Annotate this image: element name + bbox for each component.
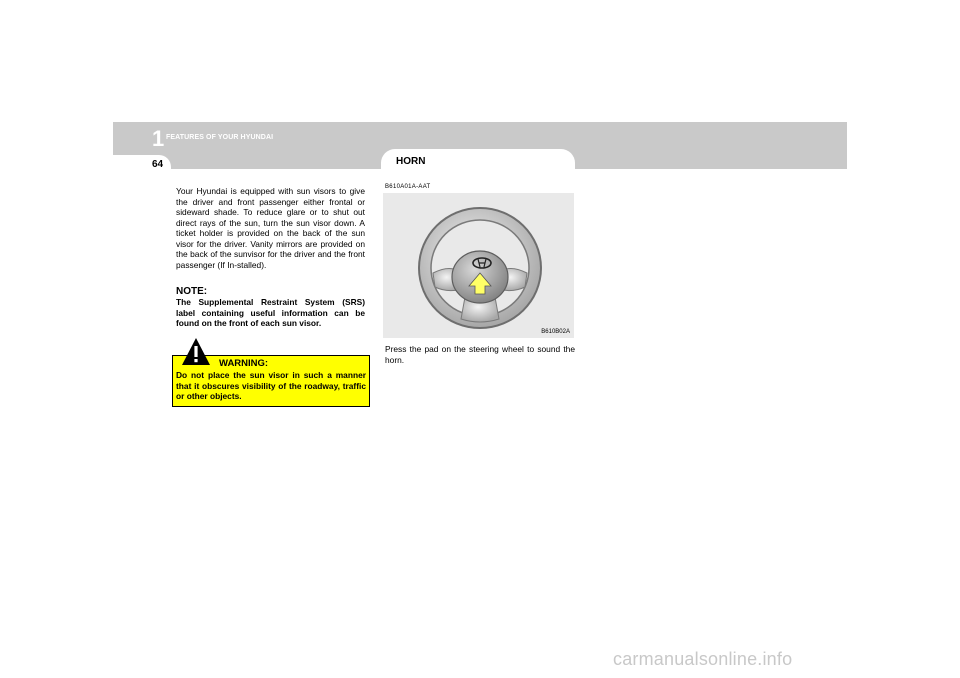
page-number: 64 (152, 159, 164, 170)
figure-code: B610B02A (541, 329, 570, 335)
warning-text: Do not place the sun visor in such a manner that it obscures visibility of the roadway, traffic or other objects. (176, 370, 366, 401)
sun-visor-text: Your Hyundai is equipped with sun visors to give the driver and front passenger either frontal or sideward shade. To reduce glare or to shut out direct rays of the sun, turn the sun visor down. A ticket holder is provided on the back of the sun visor for the driver. Vanity mirrors are provided on the back of the sunvisor for the driver and the front passenger (If In-stalled). (176, 186, 365, 270)
warning-triangle-icon (181, 337, 211, 367)
chapter-number: 1 (152, 126, 165, 151)
section-title: HORN (396, 156, 426, 167)
section-code: B610A01A-AAT (385, 184, 431, 190)
horn-text: Press the pad on the steering wheel to sound the horn. (385, 344, 575, 365)
watermark[interactable]: carmanualsonline.info (613, 649, 793, 669)
warning-heading: WARNING: (219, 358, 269, 369)
steering-wheel-figure (383, 193, 574, 338)
steering-wheel-icon (383, 193, 574, 338)
chapter-title: FEATURES OF YOUR HYUNDAI (166, 134, 274, 141)
note-heading: NOTE: (176, 286, 208, 297)
note-text: The Supplemental Restraint System (SRS) label containing useful information can be found on the front of each sun visor. (176, 297, 365, 328)
